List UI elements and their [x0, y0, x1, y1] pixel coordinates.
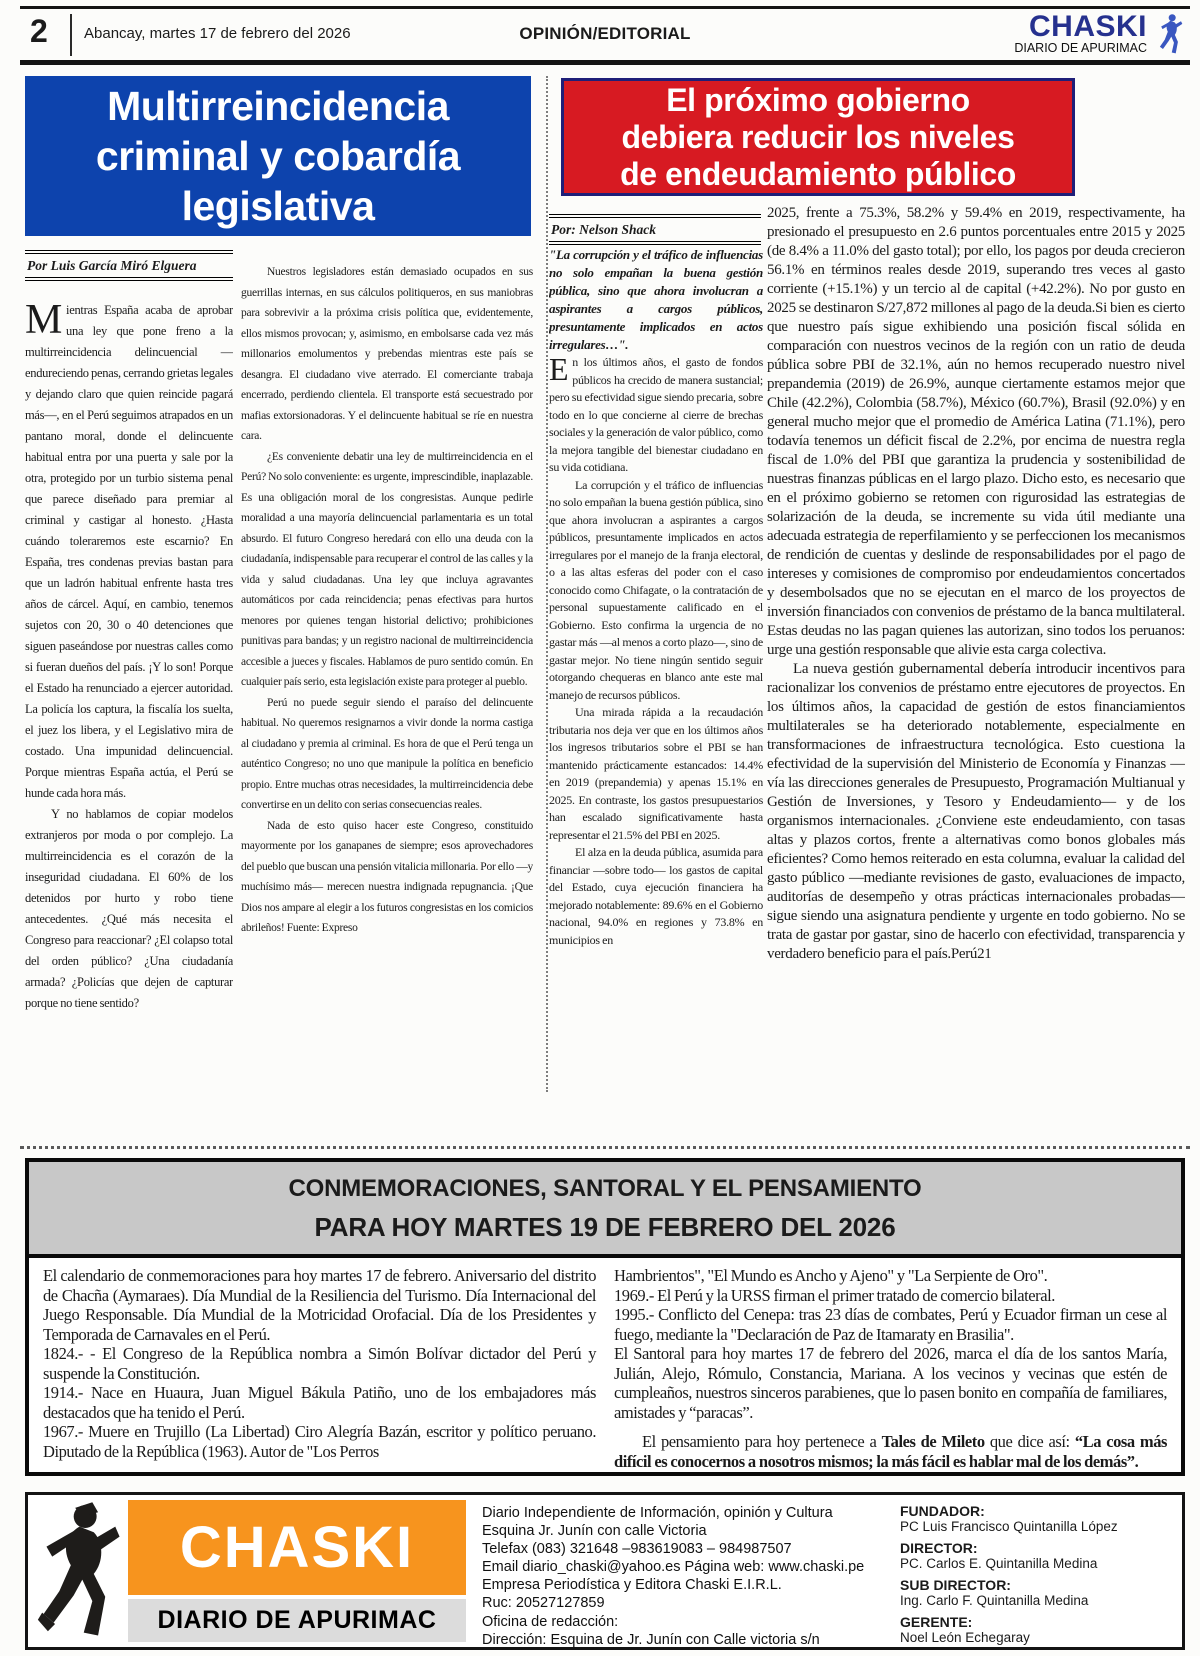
article-paragraph: Nada de esto quiso hacer este Congreso, constituido mayormente por los ganapanes de siempre; esos aprovechadores del pueblo que buscan una pensión vitalicia millonaria. Por ello —y muchísimo más— merecen nuestra indignada repugnancia. ¡Que Dios nos ampare al elegir a los futuros congresistas en los comicios abrileños! Fuente: Expreso: [241, 819, 533, 934]
staff-entry: [900, 1578, 1176, 1608]
commemoration-paragraph: 1995.- Conflicto del Cenepa: tras 23 días de combates, Perú y Ecuador firman un cese al fuego, mediante la "Declaración de Paz de Itamaraty en Brasilia".: [614, 1305, 1167, 1344]
staff-role: GERENTE:: [900, 1614, 973, 1630]
footer-brand: [128, 1495, 466, 1647]
commemoration-paragraph: 1969.- El Perú y la URSS firman el primer tratado de comercio bilateral.: [614, 1285, 1055, 1305]
masthead-rule: [20, 60, 1190, 65]
commemorations-column-2: [614, 1266, 1167, 1471]
masthead: [20, 12, 1190, 58]
commemoration-paragraph: Hambrientos", "El Mundo es Ancho y Ajeno" y "La Serpiente de Oro".: [614, 1266, 1048, 1285]
imprint-box: [25, 1492, 1185, 1650]
headline-right-line: El próximo gobierno: [666, 82, 970, 118]
article-paragraph: La nueva gestión gubernamental debería introducir incentivos para racionalizar los convenios de préstamo entre ejecutores de proyectos. En los últimos años, la capacidad de gestión de estos financiamientos multilaterales se ha deteriorado notablemente, especialmente en transformaciones de infraestructura tecnológica. Esto cuestiona la efectividad de la supervisión del Ministerio de Economía y Finanzas —vía las direcciones generales de Presupuesto, Programación Multianual y Gestión de Inversiones, y Tesoro y Endeudamiento— y de los organismos internacionales. ¿Conviene este endeudamiento, con tasas altas y plazos cortos, frente a alternativas como bonos globales más eficientes? Como hemos reiterado en esta columna, evaluar la calidad del gasto público —mediante revisiones de gasto, evaluaciones de impacto, auditorías de desempeño y otras prácticas internacionales probadas— sigue siendo una asignatura pendiente y urgente en todo gobierno. No se trata de gastar por gastar, sino de hacerlo con efectividad, transparencia y verdadero beneficio para el país.Perú21: [767, 661, 1185, 962]
staff-name: PC Luis Francisco Quintanilla López: [900, 1519, 1118, 1534]
article-paragraph: El alza en la deuda pública, asumida para financiar —sobre todo— los gastos de capital del Estado, cuya ejecución financiera ha mejorado notablemente: 89.6% en el Gobierno nacional, 94.0% en regiones y 73.8% en municipios en: [549, 845, 763, 947]
section-separator: [20, 1146, 1190, 1149]
thought-author: Tales de Mileto: [881, 1432, 985, 1451]
column-separator: [546, 76, 548, 1092]
article-paragraph: Nuestros legisladores están demasiado ocupados en sus guerrillas internas, en sus cálculos politiqueros, en sus maniobras para sobrevivir a la próxima crisis política que, evidentemente, ellos mismos provocan; y, asimismo, en embolsarse cada vez más millonarios emolumentos y prebendas mientras este país se desangra. El ciudadano vive aterrado. El comerciante trabaja encerrado, perdiendo clientela. El transporte está secuestrado por mafias extorsionadoras. Y el delincuente habitual se ríe en nuestra cara.: [241, 266, 533, 442]
commemorations-box: [25, 1158, 1185, 1476]
chaski-runner-icon: [1152, 12, 1188, 56]
article-left-column-2: [241, 262, 533, 1094]
headline-left: [25, 76, 531, 236]
article-right-column-2: [767, 204, 1185, 1094]
staff-entry: [900, 1541, 1176, 1571]
masthead-date: Abancay, martes 17 de febrero del 2026: [84, 25, 351, 42]
thought-prefix: El pensamiento para hoy pertenece a: [642, 1432, 882, 1451]
staff-name: PC. Carlos E. Quintanilla Medina: [900, 1556, 1098, 1571]
brand-subtitle: DIARIO DE APURIMAC: [1014, 41, 1147, 55]
runner-illustration: [28, 1495, 128, 1647]
article-paragraph: Mientras España acaba de aprobar una ley que pone freno a la multirreincidencia delincuencial —endureciendo penas, cerrando grietas legales y dejando claro que quien reincide pagará más—, en el Perú seguimos atrapados en un pantano moral, donde el delincuente habitual entra por una puerta y sale por la otra, protegido por un turbio sistema penal que parece diseñado para premiar al criminal y castigar al honesto. ¿Hasta cuándo toleraremos este escarnio? En España, tres condenas previas bastan para que un ladrón habitual enfrente hasta tres años de cárcel. Aquí, en cambio, tenemos sujetos con 20, 30 o 40 detenciones que siguen paseándose por nuestras calles como si fueran dueños del país. ¡Y lo son! Porque el Estado ha renunciado a ejercer autoridad. La policía los captura, la fiscalía los suelta, el juez los libera, y el Legislativo mira de costado. Una impunidad delincuencial. Porque mientras España actúa, el Perú se hunde cada hora más.: [25, 300, 233, 800]
staff-role: SUB DIRECTOR:: [900, 1577, 1011, 1593]
articles-area: [25, 74, 1185, 1096]
footer-info-line: Telefax (083) 321648 –983619083 – 984987507: [482, 1541, 792, 1558]
headline-right-line: de endeudamiento público: [620, 156, 1016, 192]
footer-info-line: Diario Independiente de Información, opinión y Cultura: [482, 1505, 833, 1521]
headline-right: [561, 78, 1075, 196]
footer-info-line: Ruc: 20527127859: [482, 1595, 605, 1612]
article-paragraph: En los últimos años, el gasto de fondos públicos ha crecido de manera sustancial; pero su efectividad sigue siendo precaria, sobre todo en lo que concierne al cierre de brechas sociales y la generación de valor público, como la mejora tangible del bienestar ciudadano en su vida cotidiana.: [549, 351, 763, 474]
footer-info-line: Esquina Jr. Junín con calle Victoria: [482, 1523, 707, 1540]
staff-role: FUNDADOR:: [900, 1503, 985, 1519]
masthead-brand: [1014, 12, 1188, 56]
staff-role: DIRECTOR:: [900, 1540, 978, 1556]
headline-left-line: Multirreincidencia: [107, 83, 449, 129]
commemoration-paragraph: El calendario de conmemoraciones para hoy martes 17 de febrero. Aniversario del distrito de Chacña (Aymaraes). Día Mundial de la Resiliencia del Turismo. Día Internacional del Juego Responsable. Día Mundial de la Motricidad Orofacial. Día de los Presidentes y Temporada de Carnavales en el Perú.: [43, 1266, 596, 1344]
section-title: OPINIÓN/EDITORIAL: [519, 24, 691, 43]
brand-name: CHASKI: [1028, 10, 1147, 43]
article-left-column-1: [25, 300, 233, 1092]
footer-brand-subtitle: DIARIO DE APURIMAC: [128, 1599, 466, 1642]
commemorations-column-1: [43, 1266, 596, 1471]
article-paragraph: 2025, frente a 75.3%, 58.2% y 59.4% en 2019, respectivamente, ha presionado el presupuesto en 2.6 puntos porcentuales entre 2015 y 2025 (de 8.4% a 11.0% del gasto total); por ello, los pagos por deuda crecieron 56.1% en términos reales desde 2019, superando tres veces al gasto corriente (+15.1%) y un tercio al de capital (+42.2%). No por gusto en 2025 se destinaron S/27,872 millones al pago de la deuda.Si bien es cierto que nuestro país sigue exhibiendo una posición fiscal sólida en comparación con nuestros vecinos de la región con un ratio de deuda pública sobre PBI de 32.1%, aún no hemos recuperado nuestro nivel prepandemia (2019) de 26.9%, aunque ciertamente estamos mejor que Chile (42.2%), Colombia (58.7%), México (60.7%), Brasil (92.0%) y en general mucho mejor que el promedio de América Latina (71.1%), pero todavía tenemos un déficit fiscal de 2.2%, por encima de nuestra regla fiscal de 1.0% del PBI que garantiza la prudencia y sostenibilidad de nuestras finanzas públicas en el largo plazo. Dicho esto, es necesario que en el próximo gobierno se retomen con rigurosidad las estrategias de solarización de la deuda, se incremente su vida útil mediante una adecuada estrategia de reperfilamiento y se perfeccionen los mecanismos de rendición de cuentas y deslinde de responsabilidades por el pago de intereses y comisiones de compromiso por endeudamientos concertados y desembolsados que no se ejecutan en el marco de los proyectos de inversión financiados con convenios de préstamo de la banca multilateral. Estas deudas no las pagan quienes las autorizan, sino todos los peruanos: urge una gestión responsable que alivie esta carga colectiva.: [767, 205, 1185, 658]
article-right-column-1: [549, 246, 763, 1094]
article-paragraph: Una mirada rápida a la recaudación tributaria nos deja ver que en los últimos años los ingresos tributarios sobre el PBI se han mantenido prácticamente estancados: 14.4% en 2019 (prepandemia) y apenas 15.1% en 2025. En contraste, los gastos presupuestarios han escalado significativamente hasta representar el 21.5% del PBI en 2025.: [549, 705, 763, 842]
thought-mid: que dice así:: [984, 1432, 1075, 1451]
thought-of-the-day: [614, 1432, 1167, 1471]
top-rule: [20, 6, 1190, 9]
article-intro-quote: "La corrupción y el tráfico de influencias no solo empañan la buena gestión pública, sino que ahora involucran a aspirantes a cargos públicos, presuntamente implicados en actos irregulares…".: [549, 247, 763, 352]
commemoration-paragraph: 1824.- - El Congreso de la República nombra a Simón Bolívar dictador del Perú y suspende la Constitución.: [43, 1344, 596, 1383]
footer-info-line: Empresa Periodística y Editora Chaski E.I.R.L.: [482, 1577, 782, 1594]
footer-staff: [890, 1495, 1182, 1647]
commemorations-title-line2: PARA HOY MARTES 19 DE FEBRERO DEL 2026: [314, 1212, 896, 1242]
byline-right: Por: Nelson Shack: [549, 214, 761, 245]
byline-left: Por Luis García Miró Elguera: [25, 250, 233, 281]
staff-entry: [900, 1615, 1176, 1645]
commemorations-body: [29, 1258, 1181, 1471]
footer-info-line: Dirección: Esquina de Jr. Junín con Calle victoria s/n: [482, 1631, 820, 1648]
staff-name: Noel León Echegaray: [900, 1630, 1030, 1645]
headline-left-line: legislativa: [181, 183, 375, 229]
chaski-runner-sketch-icon: [35, 1498, 121, 1644]
staff-entry: [900, 1504, 1176, 1534]
commemoration-paragraph: El Santoral para hoy martes 17 de febrero del 2026, marca el día de los santos María, Julián, Alejo, Rómulo, Constancia, Mariana. A los vecinos y vecinas que estén de cumpleaños, nuestros sinceros parabienes, que lo pasen bonito en compañía de familiares, amistades y “paracas”.: [614, 1344, 1167, 1422]
commemorations-title-line1: CONMEMORACIONES, SANTORAL Y EL PENSAMIENTO: [288, 1175, 922, 1202]
article-paragraph: Y no hablamos de copiar modelos extranjeros por moda o por complejo. La multirreincidencia es el corazón de la inseguridad ciudadana. El 60% de los detenidos por hurto y robo tiene antecedentes. ¿Qué más necesita el Congreso para reaccionar? ¿El colapso total del orden público? ¿Una ciudadanía armada? ¿Policías que dejen de capturar porque no tiene sentido?: [25, 807, 233, 1010]
article-paragraph: Perú no puede seguir siendo el paraíso del delincuente habitual. No queremos resignarnos a vivir donde la norma castiga al ciudadano y premia al criminal. Es hora de que el Perú tenga un auténtico Congreso; no uno que manipule la política en beneficio propio. Entre muchas otras necesidades, la multirreincidencia debe convertirse en un delito con serias consecuencias reales.: [241, 696, 533, 811]
page-number: 2: [30, 13, 48, 49]
footer-info-line: Oficina de redacción:: [482, 1613, 619, 1630]
article-paragraph: ¿Es conveniente debatir una ley de multirreincidencia en el Perú? No solo conveniente: es urgente, imprescindible, inaplazable. Es una obligación moral de los congresistas. Aunque pedirle moralidad a una mayoría delincuencial parlamentaria es un total absurdo. El futuro Congreso heredará con ello una deuda con la ciudadanía, indispensable para recuperar el control de las calles y la vida y salud ciudadanas. Una ley que incluya agravantes automáticos por cada reincidencia; penas efectivas para hurtos menores por quienes tengan historial delictivo; prohibiciones punitivas para bandas; y un registro nacional de multirreincidencia accesible a jueces y fiscales. Hablamos de puro sentido común. En cualquier país serio, esta legislación existe para proteger al pueblo.: [241, 450, 533, 688]
footer-info-line: Email diario_chaski@yahoo.es Página web: www.chaski.pe: [482, 1559, 865, 1576]
commemoration-paragraph: 1967.- Muere en Trujillo (La Libertad) Ciro Alegría Bazán, escritor y político peruano. Diputado de la República (1963). Autor de "Los Perros: [43, 1422, 596, 1461]
footer-contact-info: [466, 1495, 890, 1647]
thought-quote: “La cosa más difícil es conocernos a nosotros mismos; la más fácil es hablar mal de los demás”.: [614, 1432, 1167, 1471]
headline-left-line: criminal y cobardía: [95, 133, 461, 179]
footer-brand-name: CHASKI: [128, 1500, 466, 1595]
article-paragraph: La corrupción y el tráfico de influencias no solo empañan la buena gestión pública, sino que ahora involucran a aspirantes a cargos públicos, presuntamente implicados en actos irregulares por el manejo de la franja electoral, o a las altas esferas del poder con el caso conocido como Chifagate, o la contratación de personal supuestamente calificado en el Gobierno. Esto confirma la urgencia de no gastar más —al menos a corto plazo—, sino de gastar mejor. No tiene ningún sentido seguir otorgando chequeras en blanco ante este mal manejo de recursos públicos.: [549, 477, 763, 702]
commemoration-paragraph: 1914.- Nace en Huaura, Juan Miguel Bákula Patiño, uno de los embajadores más destacados que ha tenido el Perú.: [43, 1383, 596, 1422]
staff-name: Ing. Carlo F. Quintanilla Medina: [900, 1593, 1089, 1608]
commemorations-header: [29, 1162, 1181, 1258]
headline-right-line: debiera reducir los niveles: [621, 119, 1015, 155]
